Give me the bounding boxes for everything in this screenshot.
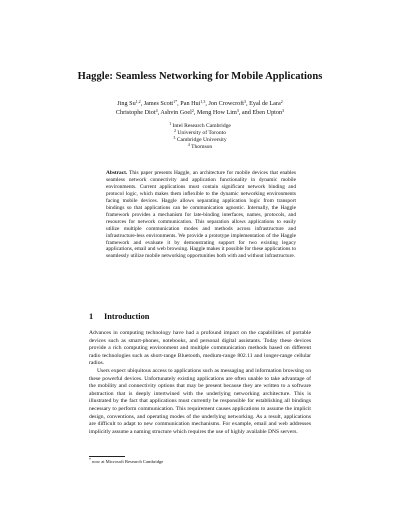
author: Christophe Diot$^4$, <box>115 107 161 116</box>
author: Meng How Lim$^3$, <box>196 107 242 116</box>
author-list <box>60 100 340 117</box>
author: and Eben Upton$^3$ <box>241 107 285 116</box>
abstract <box>106 170 296 260</box>
abstract-label: Abstract. <box>106 170 128 176</box>
author: James Scott$^{1*}$, <box>143 99 181 107</box>
section-title: Introduction <box>104 312 150 321</box>
abstract-text: This paper presents Haggle, an architecture for mobile devices that enables seamless network connectivity and application functionality in dynamic mobile environments. Current applications must contain significant network binding and protocol logic, which makes them inflexible to the dynamic networking environments facing mobile devices. Haggle allows separating application logic from transport bindings so that applications can be communication agnostic. Internally, the Haggle framework provides a mechanism for late-binding interfaces, names, protocols, and resources for network communication. This separation allows applications to easily utilize multiple communication modes and methods across infrastructure and infrastructure-less environments. We provide a prototype implementation of the Haggle framework and evaluate it by demonstrating support for two existing legacy applications, email and web browsing. Haggle makes it possible for these applications to seamlessly utilize mobile networking opportunities both with and without infrastructure. <box>106 170 296 260</box>
author: Ashvin Goel$^2$, <box>160 107 197 116</box>
affiliation: $^1$ Intel Research Cambridge <box>169 121 231 129</box>
footnote <box>89 459 163 465</box>
paragraph: Advances in computing technology have had a profound impact on the capabilities of portable devices such as smart-phones, notebooks, and personal digital assistants. Today these devices provide a rich computing environment and multiple communication methods based on different radio technologies such as short-range Bluetooth, medium-range 802.11 and longer-range cellular radios. <box>89 330 311 367</box>
footnote-text: now at Microsoft Research Cambridge <box>92 459 164 464</box>
author: Jing Su$^{1,2}$, <box>117 99 144 107</box>
body-text <box>89 330 311 436</box>
affiliation: $^3$ Cambridge University <box>173 134 227 143</box>
paragraph: Users expect ubiquitous access to applications such as messaging and information browsing on these powerful devices. Unfortunately existing applications are often unable to take advantage of the mobility and connectivity options that may be present because they are written to a software abstraction that is deeply intertwined with the underlying networking architecture. This is illustrated by the fact that applications must currently be responsible for establishing all bindings necessary to perform communication. This requirement causes applications to assume the implicit design, conventions, and operating modes of the underlying networking. As a result, applications are difficult to adapt to new communication mechanisms. For example, email and web addresses implicitly assume a naming structure which requires the use of highly available DNS servers. <box>89 367 311 435</box>
affiliation: $^2$ University of Toronto <box>173 127 226 136</box>
section-number: 1 <box>89 312 94 321</box>
author: Eyal de Lara$^2$ <box>249 99 283 107</box>
affiliation-list <box>0 123 400 151</box>
author: Jon Crowcroft$^3$, <box>208 99 250 107</box>
affiliation: $^4$ Thomson <box>187 141 213 150</box>
footnote-rule <box>89 456 125 457</box>
footnote-mark: * <box>89 457 91 462</box>
author: Pan Hui$^{1,3}$, <box>180 99 209 107</box>
section-heading <box>89 312 149 321</box>
paper-title: Haggle: Seamless Networking for Mobile Applications <box>77 71 323 82</box>
